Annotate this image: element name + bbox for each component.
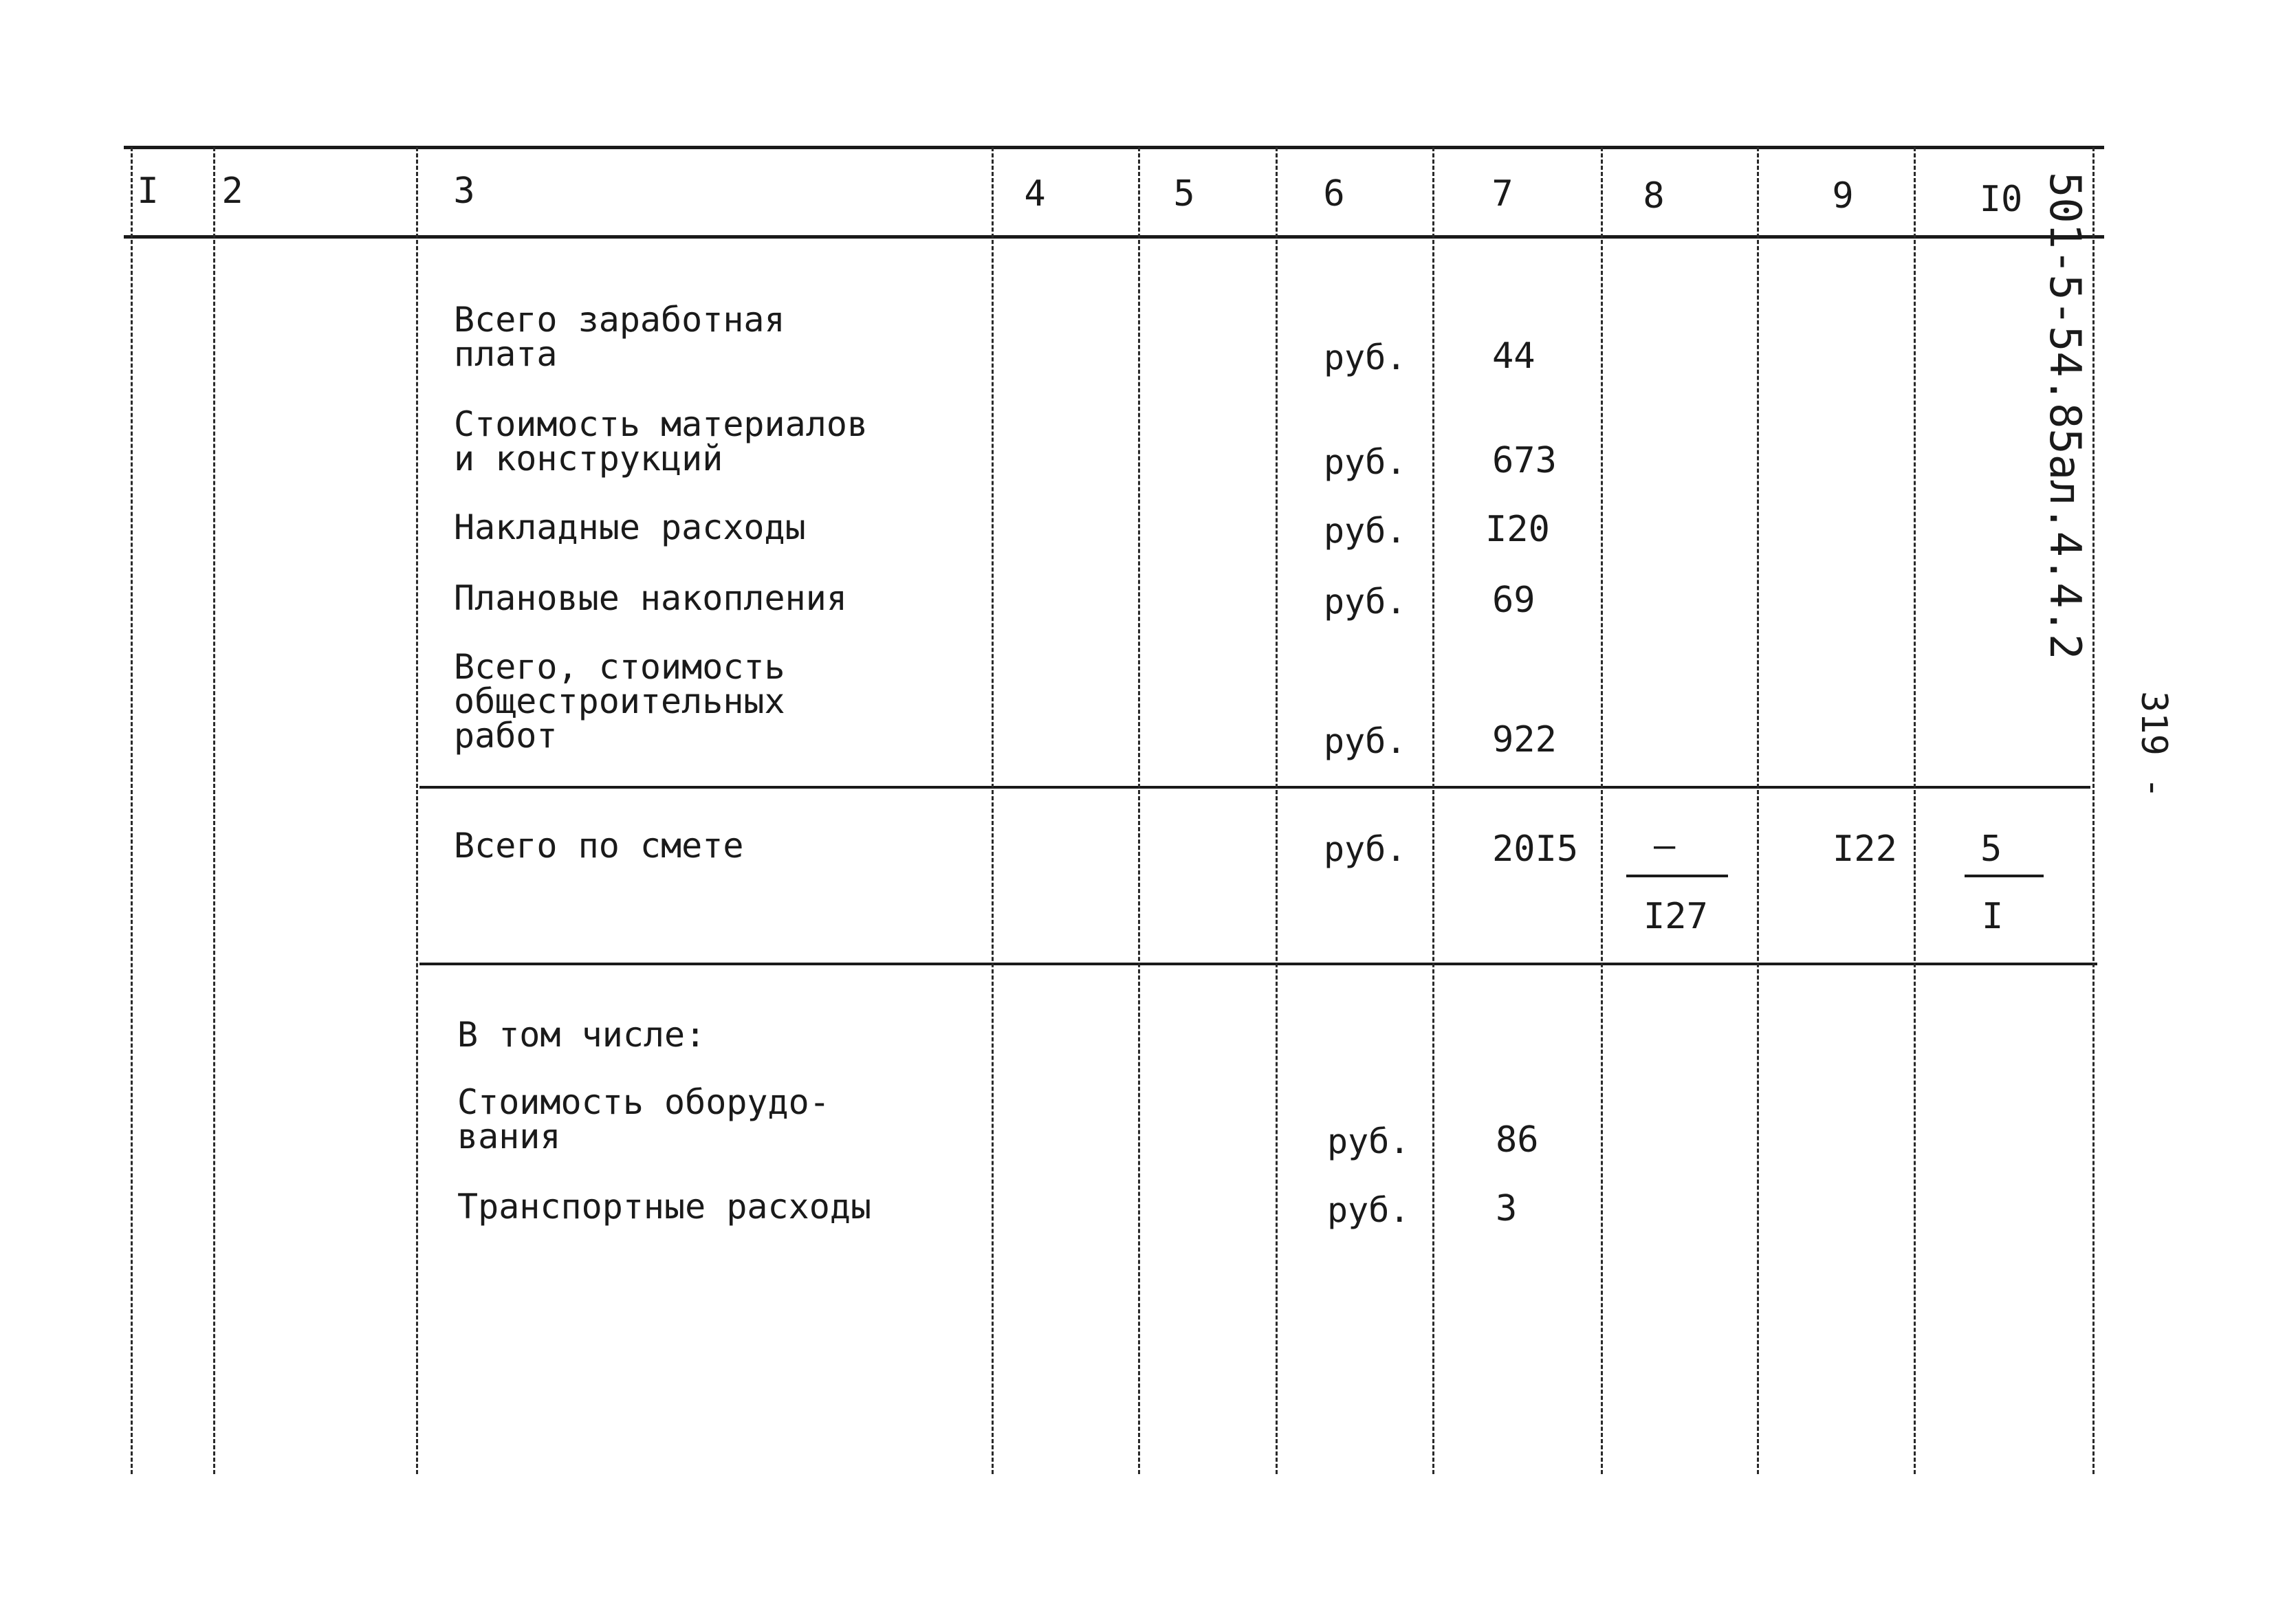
column-header-9: 9 xyxy=(1832,175,1854,217)
total-unit: руб. xyxy=(1324,829,1407,869)
included-unit-equipment: руб. xyxy=(1327,1121,1410,1161)
row-value-planned-savings: 69 xyxy=(1492,580,1535,621)
row-unit-planned-savings: руб. xyxy=(1324,582,1407,622)
total-col8-numerator: – xyxy=(1654,825,1676,866)
included-label-transport: Транспортные расходы xyxy=(457,1187,872,1227)
table-top-rule xyxy=(124,146,2104,149)
col-border-5-6 xyxy=(1276,147,1278,1474)
column-header-3: 3 xyxy=(453,171,475,212)
col-border-7-8 xyxy=(1601,147,1603,1474)
total-label: Всего по смете xyxy=(454,826,744,866)
total-col10-numerator: 5 xyxy=(1980,829,2002,870)
row-unit-wages: руб. xyxy=(1324,338,1407,377)
row-unit-overhead: руб. xyxy=(1324,511,1407,551)
col-border-2-3 xyxy=(416,147,418,1474)
column-header-1: I xyxy=(137,171,159,212)
page-number: 319 - xyxy=(2133,691,2174,799)
row-label-overhead: Накладные расходы xyxy=(454,507,806,547)
row-label-wages: Всего заработная плата xyxy=(454,300,785,374)
row-value-construction-total: 922 xyxy=(1492,719,1557,760)
col-border-1-2 xyxy=(213,147,215,1474)
col-border-9-10 xyxy=(1914,147,1916,1474)
total-top-rule xyxy=(419,786,2090,789)
total-col8-fraction-bar xyxy=(1626,875,1728,877)
row-label-construction-total: Всего, стоимость общестроительных работ xyxy=(454,647,785,756)
column-header-7: 7 xyxy=(1491,173,1513,215)
included-value-transport: 3 xyxy=(1496,1188,1518,1229)
col-border-4-5 xyxy=(1138,147,1140,1474)
column-header-5: 5 xyxy=(1173,173,1195,215)
document-code-stamp: 501-5-54.85ал.4.4.2 xyxy=(2040,172,2090,660)
column-header-4: 4 xyxy=(1024,173,1046,215)
row-unit-construction-total: руб. xyxy=(1324,721,1407,761)
total-col9: I22 xyxy=(1833,829,1897,870)
total-bottom-rule xyxy=(419,963,2097,965)
included-unit-transport: руб. xyxy=(1327,1190,1410,1230)
row-value-materials: 673 xyxy=(1492,440,1557,481)
row-value-wages: 44 xyxy=(1492,336,1535,377)
row-label-planned-savings: Плановые накопления xyxy=(454,578,847,618)
col-border-left xyxy=(131,147,133,1474)
total-value: 20I5 xyxy=(1492,829,1579,870)
row-value-overhead: I20 xyxy=(1485,509,1550,550)
column-header-2: 2 xyxy=(221,171,243,212)
row-label-materials: Стоимость материалов и конструкций xyxy=(454,404,868,479)
col-border-6-7 xyxy=(1432,147,1434,1474)
column-header-8: 8 xyxy=(1643,175,1665,217)
included-label-equipment: Стоимость оборудо- вания xyxy=(457,1082,830,1156)
col-border-3-4 xyxy=(992,147,994,1474)
col-border-8-9 xyxy=(1757,147,1759,1474)
row-unit-materials: руб. xyxy=(1324,442,1407,482)
total-col10-denominator: I xyxy=(1982,896,2004,937)
total-col10-fraction-bar xyxy=(1965,875,2044,877)
col-border-right xyxy=(2092,147,2095,1474)
column-header-10: I0 xyxy=(1979,179,2023,220)
header-bottom-rule xyxy=(124,235,2104,239)
included-heading: В том числе: xyxy=(457,1015,706,1055)
included-value-equipment: 86 xyxy=(1496,1119,1539,1161)
column-header-6: 6 xyxy=(1323,173,1345,215)
total-col8-denominator: I27 xyxy=(1643,896,1708,937)
